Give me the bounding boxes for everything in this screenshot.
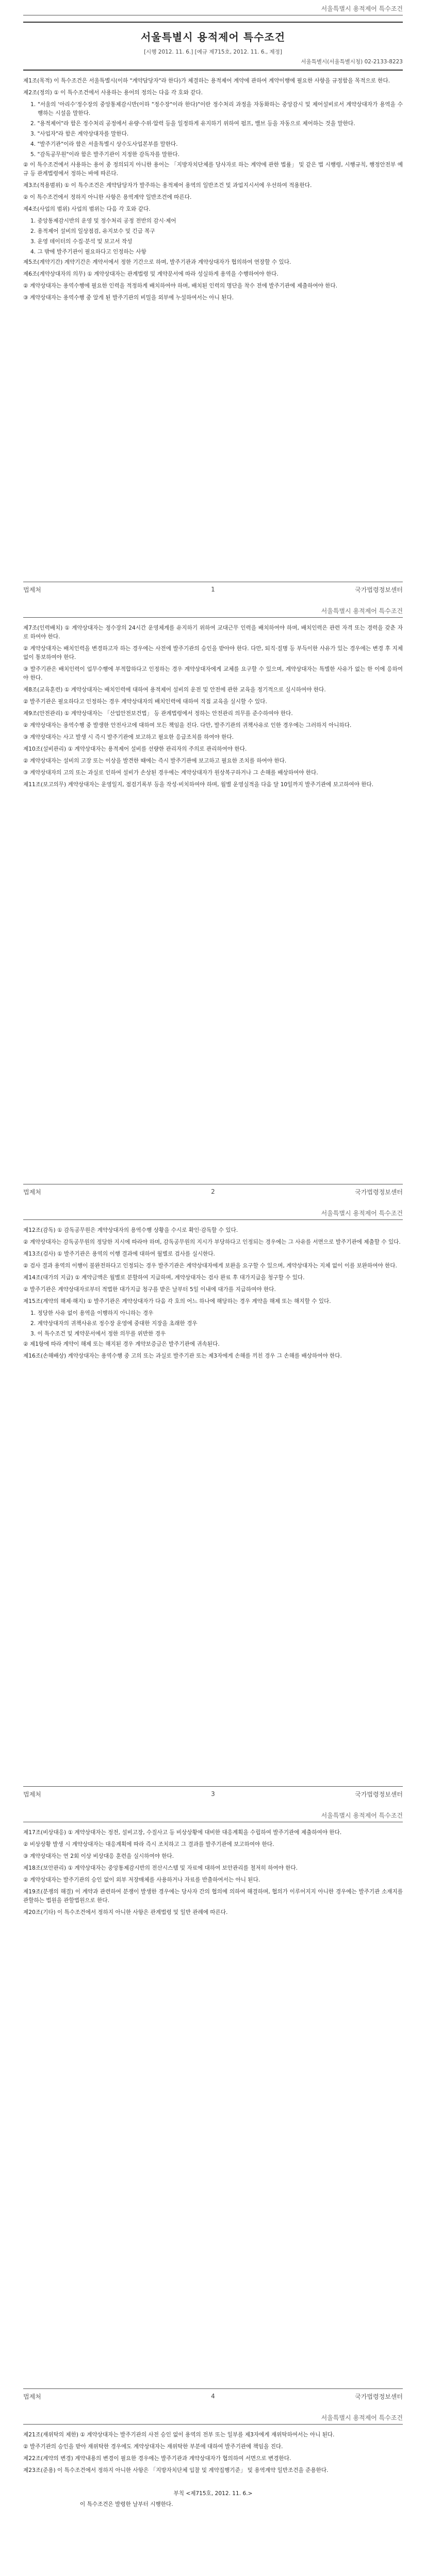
- article-paragraph: 제9조(안전관리) ① 계약상대자는 「산업안전보건법」 등 관계법령에서 정하는 안전관리 의무를 준수하여야 한다.: [23, 710, 293, 717]
- page-header: [23, 1205, 403, 1220]
- list-item: 1. 정당한 사유 없이 용역을 이행하지 아니하는 경우: [30, 1310, 154, 1316]
- article-paragraph: 제8조(교육훈련) ① 계약상대자는 배치인력에 대하여 용적제어 설비의 운전 및 안전에 관한 교육을 정기적으로 실시하여야 한다.: [23, 687, 326, 693]
- page-header-text: 서울특별시 용적제어 특수조건: [321, 5, 403, 12]
- list-item: 3. "사업자"라 함은 계약상대자를 말한다.: [30, 131, 129, 137]
- article-paragraph: ② 발주기관은 필요하다고 인정하는 경우 계약상대자의 배치인력에 대하여 직접 교육을 실시할 수 있다.: [23, 699, 267, 705]
- list-item: 2. 계약상대자의 귀책사유로 정수장 운영에 중대한 지장을 초래한 경우: [30, 1320, 198, 1327]
- document-subtitle: [시행 2012. 11. 6.] [예규 제715호, 2012. 11. 6., 제정]: [144, 49, 282, 55]
- article-paragraph: 제6조(계약상대자의 의무) ① 계약상대자는 관계법령 및 계약문서에 따라 성실하게 용역을 수행하여야 한다.: [23, 271, 278, 277]
- list-item: 2. 용적제어 설비의 일상점검, 유지보수 및 긴급 복구: [30, 228, 155, 234]
- footer-center: 국가법령정보센터: [355, 1188, 403, 1196]
- title-box: [23, 22, 403, 71]
- page-footer: [23, 2388, 403, 2403]
- document-title: 서울특별시 용적제어 특수조건: [140, 31, 286, 43]
- page-header: [23, 2409, 403, 2425]
- list-item: 2. "용적제어"라 함은 정수처리 공정에서 유량·수위·압력 등을 일정하게 유지하기 위하여 펌프, 밸브 등을 자동으로 제어하는 것을 말한다.: [30, 121, 355, 127]
- article-paragraph: 제3조(적용범위) ① 이 특수조건은 계약담당자가 발주하는 용적제어 용역의 일반조건 및 과업지시서에 우선하여 적용한다.: [23, 182, 312, 189]
- article-paragraph: ② 검사 결과 용역의 이행이 불완전하다고 인정되는 경우 발주기관은 계약상대자에게 보완을 요구할 수 있으며, 계약상대자는 지체 없이 이를 보완하여야 한다.: [23, 1263, 397, 1269]
- page-header-text: 서울특별시 용적제어 특수조건: [321, 1812, 403, 1819]
- article-paragraph: 제5조(계약기간) 계약기간은 계약서에서 정한 기간으로 하며, 발주기관과 계약상대자가 협의하여 연장할 수 있다.: [23, 259, 291, 265]
- article-paragraph: 제10조(설비관리) ① 계약상대자는 용적제어 설비를 선량한 관리자의 주의로 관리하여야 한다.: [23, 746, 247, 752]
- list-item: 3. 이 특수조건 및 계약문서에서 정한 의무를 위반한 경우: [30, 1331, 166, 1337]
- article-paragraph: 제22조(계약의 변경) 계약내용의 변경이 필요한 경우에는 발주기관과 계약상대자가 협의하여 서면으로 변경한다.: [23, 2455, 291, 2462]
- page-header: [23, 602, 403, 618]
- page-header-text: 서울특별시 용적제어 특수조건: [321, 1210, 403, 1217]
- page: [0, 1205, 426, 1807]
- footer-center: 국가법령정보센터: [355, 586, 403, 594]
- page-body: [23, 2431, 403, 2475]
- page: [0, 0, 426, 602]
- article-paragraph: ② 발주기관은 계약상대자로부터 적법한 대가지급 청구를 받은 날부터 5일 이내에 대가를 지급하여야 한다.: [23, 1286, 276, 1293]
- article-paragraph: 제15조(계약의 해제·해지) ① 발주기관은 계약상대자가 다음 각 호의 어느 하나에 해당하는 경우 계약을 해제 또는 해지할 수 있다.: [23, 1298, 331, 1304]
- page: [0, 602, 426, 1205]
- footer-source: 법제처: [23, 1790, 41, 1798]
- article-paragraph: ② 비상상황 발생 시 계약상대자는 대응계획에 따라 즉시 조치하고 그 결과를 발주기관에 보고하여야 한다.: [23, 1841, 274, 1848]
- article-paragraph: 제7조(인력배치) ① 계약상대자는 정수장의 24시간 운영체계를 유지하기 위하여 교대근무 인력을 배치하여야 하며, 배치인력은 관련 자격 또는 경력을 갖춘 자로 하여야 한다.: [23, 625, 403, 640]
- article-paragraph: 제18조(보안관리) ① 계약상대자는 중앙통제감시반의 전산시스템 및 자료에 대하여 보안관리를 철저히 하여야 한다.: [23, 1865, 298, 1871]
- page-body: [23, 624, 403, 789]
- footer-center: 국가법령정보센터: [355, 1790, 403, 1798]
- page-header: [23, 0, 403, 15]
- article-paragraph: 제13조(검사) ① 발주기관은 용역의 이행 결과에 대하여 월별로 검사를 실시한다.: [23, 1251, 215, 1257]
- article-paragraph: ② 계약상대자는 배치인력을 변경하고자 하는 경우에는 사전에 발주기관의 승인을 받아야 한다. 다만, 퇴직·질병 등 부득이한 사유가 있는 경우에는 변경 후 지체 없이 통보하여야 한다.: [23, 646, 403, 660]
- page-header: [23, 1807, 403, 1822]
- page-body: [23, 1828, 403, 1917]
- article-paragraph: ② 계약상대자는 설비의 고장 또는 이상을 발견한 때에는 즉시 발주기관에 보고하고 필요한 조치를 하여야 한다.: [23, 758, 287, 764]
- article-paragraph: 제19조(분쟁의 해결) 이 계약과 관련하여 분쟁이 발생한 경우에는 당사자 간의 협의에 의하여 해결하며, 협의가 이루어지지 아니한 경우에는 발주기관 소재지를 관할하는 법원을 관할법원으로 한다.: [23, 1889, 403, 1904]
- page-number: 4: [211, 2393, 215, 2400]
- article-paragraph: 제14조(대가의 지급) ① 계약금액은 월별로 분할하여 지급하며, 계약상대자는 검사 완료 후 대가지급을 청구할 수 있다.: [23, 1275, 305, 1281]
- addenda-text: 이 특수조건은 발령한 날부터 시행한다.: [80, 2501, 173, 2507]
- footer-source: 법제처: [23, 2393, 41, 2400]
- article-paragraph: ② 계약상대자는 발주기관의 승인 없이 외부 저장매체를 사용하거나 자료를 반출하여서는 아니 된다.: [23, 1877, 260, 1883]
- article-paragraph: ③ 계약상대자는 연 2회 이상 비상대응 훈련을 실시하여야 한다.: [23, 1853, 174, 1859]
- page-header-text: 서울특별시 용적제어 특수조건: [321, 2414, 403, 2421]
- list-item: 1. 중앙통제감시반의 운영 및 정수처리 공정 전반의 감시·제어: [30, 218, 176, 224]
- addenda-title: 부칙 <제715호, 2012. 11. 6.>: [173, 2490, 253, 2497]
- article-paragraph: ② 계약상대자는 용역수행에 필요한 인력을 적정하게 배치하여야 하며, 배치된 인력의 명단을 착수 전에 발주기관에 제출하여야 한다.: [23, 283, 338, 289]
- page-footer: [23, 1786, 403, 1801]
- article-paragraph: ② 계약상대자는 감독공무원의 정당한 지시에 따라야 하며, 감독공무원의 지시가 부당하다고 인정되는 경우에는 그 사유를 서면으로 발주기관에 제출할 수 있다.: [23, 1239, 401, 1245]
- list-item: 4. "발주기관"이라 함은 서울특별시 상수도사업본부를 말한다.: [30, 141, 178, 147]
- article-paragraph: 제12조(감독) ① 감독공무원은 계약상대자의 용역수행 상황을 수시로 확인·감독할 수 있다.: [23, 1227, 238, 1233]
- article-paragraph: ② 발주기관의 승인을 받아 재위탁한 경우에도 계약상대자는 재위탁한 부분에 대하여 발주기관에 책임을 진다.: [23, 2444, 283, 2450]
- list-item: 4. 그 밖에 발주기관이 필요하다고 인정하는 사항: [30, 249, 146, 255]
- list-item: 5. "감독공무원"이라 함은 발주기관이 지정한 감독자를 말한다.: [30, 151, 180, 158]
- article-paragraph: ② 이 특수조건에서 사용하는 용어 중 정의되지 아니한 용어는 「지방자치단체를 당사자로 하는 계약에 관한 법률」 및 같은 법 시행령, 시행규칙, 행정안전부 예규 등 관계법령에서 정하는 바에 따른다.: [23, 162, 403, 177]
- article-paragraph: 제23조(준용) 이 특수조건에서 정하지 아니한 사항은 「지방자치단체 입찰 및 계약집행기준」 및 용역계약 일반조건을 준용한다.: [23, 2467, 329, 2473]
- article-paragraph: ② 이 특수조건에서 정하지 아니한 사항은 용역계약 일반조건에 따른다.: [23, 194, 192, 200]
- page-body: [23, 77, 403, 302]
- article-paragraph: ③ 계약상대자는 사고 발생 시 즉시 발주기관에 보고하고 필요한 응급조치를 하여야 한다.: [23, 734, 234, 740]
- article-paragraph: 제11조(보고의무) 계약상대자는 운영일지, 점검기록부 등을 작성·비치하여야 하며, 월별 운영실적을 다음 달 10일까지 발주기관에 보고하여야 한다.: [23, 782, 374, 788]
- list-item: 3. 운영 데이터의 수집·분석 및 보고서 작성: [30, 239, 133, 245]
- page: [0, 1807, 426, 2409]
- article-paragraph: 제21조(재위탁의 제한) ① 계약상대자는 발주기관의 사전 승인 없이 용역의 전부 또는 일부를 제3자에게 재위탁하여서는 아니 된다.: [23, 2432, 335, 2438]
- article-paragraph: ③ 발주기관은 배치인력이 업무수행에 부적합하다고 인정하는 경우 계약상대자에게 교체를 요구할 수 있으며, 계약상대자는 특별한 사유가 없는 한 이에 응하여야 한다.: [23, 666, 403, 681]
- document-contact: 서울특별시(서울특별시청) 02-2133-8223: [301, 59, 403, 65]
- page-body: [23, 1226, 403, 1361]
- article-paragraph: ② 계약상대자는 용역수행 중 발생한 안전사고에 대하여 모든 책임을 진다. 다만, 발주기관의 귀책사유로 인한 경우에는 그러하지 아니하다.: [23, 722, 352, 728]
- footer-center: 국가법령정보센터: [355, 2393, 403, 2400]
- footer-source: 법제처: [23, 586, 41, 594]
- footer-source: 법제처: [23, 1188, 41, 1196]
- article-paragraph: 제20조(기타) 이 특수조건에서 정하지 아니한 사항은 관계법령 및 일반 관례에 따른다.: [23, 1909, 228, 1916]
- article-paragraph: ③ 계약상대자의 고의 또는 과실로 인하여 설비가 손상된 경우에는 계약상대자가 원상복구하거나 그 손해를 배상하여야 한다.: [23, 770, 318, 776]
- list-item: 1. "서울의 '아리수'정수장의 중앙통제감시반(이하 "정수장"이라 한다)"이란 정수처리 과정을 자동화하는 중앙감시 및 제어설비로서 계약상대자가 용역을 수행하는 시설을 말한다.: [30, 101, 403, 116]
- page-number: 2: [211, 1188, 215, 1195]
- article-paragraph: 제2조(정의) ① 이 특수조건에서 사용하는 용어의 정의는 다음 각 호와 같다.: [23, 90, 203, 96]
- page-header-text: 서울특별시 용적제어 특수조건: [321, 607, 403, 615]
- article-paragraph: ② 제1항에 따라 계약이 해제 또는 해지된 경우 계약보증금은 발주기관에 귀속된다.: [23, 1341, 220, 1347]
- article-paragraph: 제17조(비상대응) ① 계약상대자는 정전, 설비고장, 수질사고 등 비상상황에 대비한 대응계획을 수립하여 발주기관에 제출하여야 한다.: [23, 1829, 342, 1836]
- page-footer: [23, 1184, 403, 1199]
- article-paragraph: 제4조(사업의 범위) 사업의 범위는 다음 각 호와 같다.: [23, 206, 151, 212]
- page: [0, 2409, 426, 2576]
- article-paragraph: 제16조(손해배상) 계약상대자는 용역수행 중 고의 또는 과실로 발주기관 또는 제3자에게 손해를 끼친 경우 그 손해를 배상하여야 한다.: [23, 1353, 342, 1359]
- page-number: 1: [211, 586, 215, 593]
- page-footer: [23, 582, 403, 597]
- article-paragraph: ③ 계약상대자는 용역수행 중 알게 된 발주기관의 비밀을 외부에 누설하여서는 아니 된다.: [23, 295, 234, 301]
- article-paragraph: 제1조(목적) 이 특수조건은 서울특별시(이하 "계약담당자"라 한다)가 체결하는 용적제어 계약에 관하여 계약이행에 필요한 사항을 규정함을 목적으로 한다.: [23, 78, 390, 84]
- page-number: 3: [211, 1790, 215, 1798]
